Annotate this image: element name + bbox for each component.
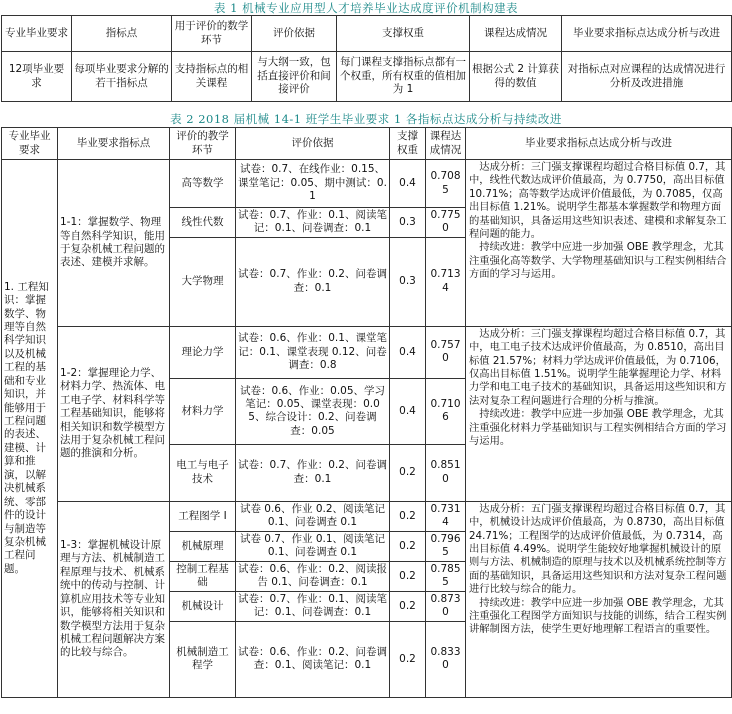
course-basis: 试卷：0.6、作业：0.2、问卷调查：0.1、阅读笔记：0.1 xyxy=(236,621,390,697)
course-name: 大学物理 xyxy=(170,237,236,326)
course-weight: 0.4 xyxy=(390,160,426,208)
analysis-cell xyxy=(466,160,732,327)
analysis-paragraph: 达成分析：五门强支撑课程均超过合格目标值 0.7，其中，机械设计达成评价值最高，为 0.8730，高出目标值 24.71%；工程图学的达成评价值最低，为 0.7314，高出目标值 4.49%。说明学生能较好地掌握机械设计的原则与方法、机械制造的原理与技术以及机械系统控制等方面的基础知识，具备运用这些知识和方法对复杂工程问题进行比较与综合的能力。 xyxy=(469,502,727,596)
course-basis: 试卷：0.6、作业：0.1、课堂笔记：0.1、课堂表现 0.12、问卷调查：0.8 xyxy=(236,326,390,378)
course-value: 0.8510 xyxy=(426,444,466,501)
requirement-cell: 1. 工程知识：掌握数学、物理等自然科学知识以及机械工程的基础和专业知识，并能够用于工程问题的表述、建模、计算和推演，以解决机械系统、零部件的设计与制造等复杂机械工程问题。 xyxy=(2,160,58,698)
table2-caption: 表 2 2018 届机械 14-1 班学生毕业要求 1 各指标点达成分析与持续改进 xyxy=(170,112,562,126)
course-weight: 0.3 xyxy=(390,208,426,238)
t1-header-cell: 用于评价的数学环节 xyxy=(172,16,252,52)
course-value: 0.7085 xyxy=(426,160,466,208)
analysis-cell xyxy=(466,501,732,697)
analysis-paragraph: 持续改进：教学中应进一步加强 OBE 教学理念，尤其注重强化材料力学基础知识与工程实例相结合方面的学习与运用。 xyxy=(469,408,727,447)
indicator-cell: 1-3：掌握机械设计原理与方法、机械制造工程原理与技术、机械系统中的传动与控制、计算机应用技术等专业知识，能够将相关知识和数学模型方法用于复杂机械工程问题解决方案的比较与综合。 xyxy=(58,501,170,697)
table1-row xyxy=(2,52,732,102)
course-name: 机械制造工程学 xyxy=(170,621,236,697)
table2-header-row xyxy=(2,128,732,160)
t1-cell: 对指标点对应课程的达成情况进行分析及改进措施 xyxy=(562,52,732,102)
table1-caption: 表 1 机械专业应用型人才培养毕业达成度评价机制构建表 xyxy=(213,1,519,15)
course-value: 0.7855 xyxy=(426,561,466,591)
course-name: 工程图学 I xyxy=(170,501,236,531)
t1-cell: 每项毕业要求分解的若干指标点 xyxy=(72,52,172,102)
course-value: 0.7134 xyxy=(426,237,466,326)
course-weight: 0.4 xyxy=(390,378,426,444)
course-basis: 试卷：0.6、作业：0.05、学习笔记：0.05、课堂表现：0.05、综合设计：0.2、问卷调查：0.05 xyxy=(236,378,390,444)
course-basis: 试卷：0.7、作业：0.2、问卷调查：0.1 xyxy=(236,237,390,326)
course-weight: 0.2 xyxy=(390,501,426,531)
course-name: 材料力学 xyxy=(170,378,236,444)
indicator-cell: 1-2：掌握理论力学、材料力学、热流体、电工电子学、材料科学等工程基础知识，能够将相关知识和数学模型方法用于复杂机械工程问题的推演和分析。 xyxy=(58,326,170,501)
analysis-cell xyxy=(466,326,732,501)
course-name: 高等数学 xyxy=(170,160,236,208)
course-weight: 0.2 xyxy=(390,531,426,561)
course-value: 0.8330 xyxy=(426,621,466,697)
course-value: 0.7314 xyxy=(426,501,466,531)
t1-cell: 与大纲一致，包括直接评价和间接评价 xyxy=(252,52,337,102)
course-value: 0.7570 xyxy=(426,326,466,378)
analysis-paragraph: 达成分析：三门强支撑课程均超过合格目标值 0.7，其中，电工电子技术达成评价值最高，为 0.8510，高出目标值 21.57%；材料力学达成评价值最低，为 0.7106，仅高出目标值 1.51%。说明学生能掌握理论力学、材料力学和电工电子技术的基础知识，具备运用这些知识和方法对复杂工程问题进行合理的分析与推演。 xyxy=(469,327,727,407)
table2 xyxy=(1,127,732,698)
t1-cell: 根据公式 2 计算获得的数值 xyxy=(470,52,562,102)
course-name: 控制工程基础 xyxy=(170,561,236,591)
course-basis: 试卷：0.7、作业：0.2、问卷调查：0.1 xyxy=(236,444,390,501)
table-row xyxy=(2,501,732,531)
t1-header-cell: 专业毕业要求 xyxy=(2,16,72,52)
table1 xyxy=(1,15,732,102)
course-name: 机械设计 xyxy=(170,591,236,621)
course-basis: 试卷 0.6、作业 0.2、阅读笔记 0.1、问卷调查 0.1 xyxy=(236,501,390,531)
t2-header-cell: 毕业要求指标点 xyxy=(58,128,170,160)
t2-header-cell: 课程达成情况 xyxy=(426,128,466,160)
course-basis: 试卷：0.7、作业：0.1、阅读笔记：0.1、问卷调查：0.1 xyxy=(236,208,390,238)
t1-header-cell: 指标点 xyxy=(72,16,172,52)
course-basis: 试卷：0.6、作业：0.2、阅读报告 0.1、问卷调查：0.1 xyxy=(236,561,390,591)
t1-cell: 12项毕业要求 xyxy=(2,52,72,102)
t1-header-cell: 课程达成情况 xyxy=(470,16,562,52)
course-name: 机械原理 xyxy=(170,531,236,561)
table-row xyxy=(2,326,732,378)
analysis-paragraph: 持续改进：教学中应进一步加强 OBE 教学理念，尤其注重强化工程图学方面知识与技能的训练，结合工程实例讲解制图方法，使学生更好地理解工程语言的重要性。 xyxy=(469,596,727,636)
course-weight: 0.3 xyxy=(390,237,426,326)
course-weight: 0.2 xyxy=(390,561,426,591)
course-weight: 0.2 xyxy=(390,444,426,501)
analysis-paragraph: 持续改进：教学中应进一步加强 OBE 教学理念，尤其注重强化高等数学、大学物理基础知识与工程实例相结合方面的学习与运用。 xyxy=(469,241,727,280)
course-value: 0.8730 xyxy=(426,591,466,621)
t2-header-cell: 评价的教学环节 xyxy=(170,128,236,160)
analysis-paragraph: 达成分析：三门强支撑课程均超过合格目标值 0.7，其中，线性代数达成评价值最高，为 0.7750，高出目标值 10.71%；高等数学达成评价值最低，为 0.7085，仅高出目标值 1.21%。说明学生都基本掌握数学和物理方面的基础知识，具备运用这些知识表述、建模和求解复杂工程问题的能力。 xyxy=(469,161,727,240)
course-value: 0.7750 xyxy=(426,208,466,238)
course-name: 电工与电子技术 xyxy=(170,444,236,501)
t2-header-cell: 评价依据 xyxy=(236,128,390,160)
t1-header-cell: 支撑权重 xyxy=(337,16,470,52)
t1-header-cell: 毕业要求指标点达成分析与改进 xyxy=(562,16,732,52)
t2-header-cell: 毕业要求指标点达成分析与改进 xyxy=(466,128,732,160)
course-weight: 0.2 xyxy=(390,591,426,621)
t1-cell: 每门课程支撑指标点都有一个权重，所有权重的值相加为 1 xyxy=(337,52,470,102)
course-basis: 试卷：0.7、在线作业：0.15、课堂笔记：0.05、期中测试：0.1 xyxy=(236,160,390,208)
course-name: 理论力学 xyxy=(170,326,236,378)
course-weight: 0.2 xyxy=(390,621,426,697)
course-value: 0.7965 xyxy=(426,531,466,561)
t2-header-cell: 支撑权重 xyxy=(390,128,426,160)
t2-header-cell: 专业毕业要求 xyxy=(2,128,58,160)
course-weight: 0.4 xyxy=(390,326,426,378)
t1-cell: 支持指标点的相关课程 xyxy=(172,52,252,102)
course-value: 0.7106 xyxy=(426,378,466,444)
course-basis: 试卷 0.7、作业 0.1、阅读笔记 0.1、问卷调查 0.1 xyxy=(236,531,390,561)
course-name: 线性代数 xyxy=(170,208,236,238)
course-basis: 试卷：0.7、作业：0.1、阅读笔记：0.1、问卷调查：0.1 xyxy=(236,591,390,621)
t1-header-cell: 评价依据 xyxy=(252,16,337,52)
table-row xyxy=(2,160,732,208)
indicator-cell: 1-1：掌握数学、物理等自然科学知识，能用于复杂机械工程问题的表述、建模并求解。 xyxy=(58,160,170,327)
table1-header-row xyxy=(2,16,732,52)
